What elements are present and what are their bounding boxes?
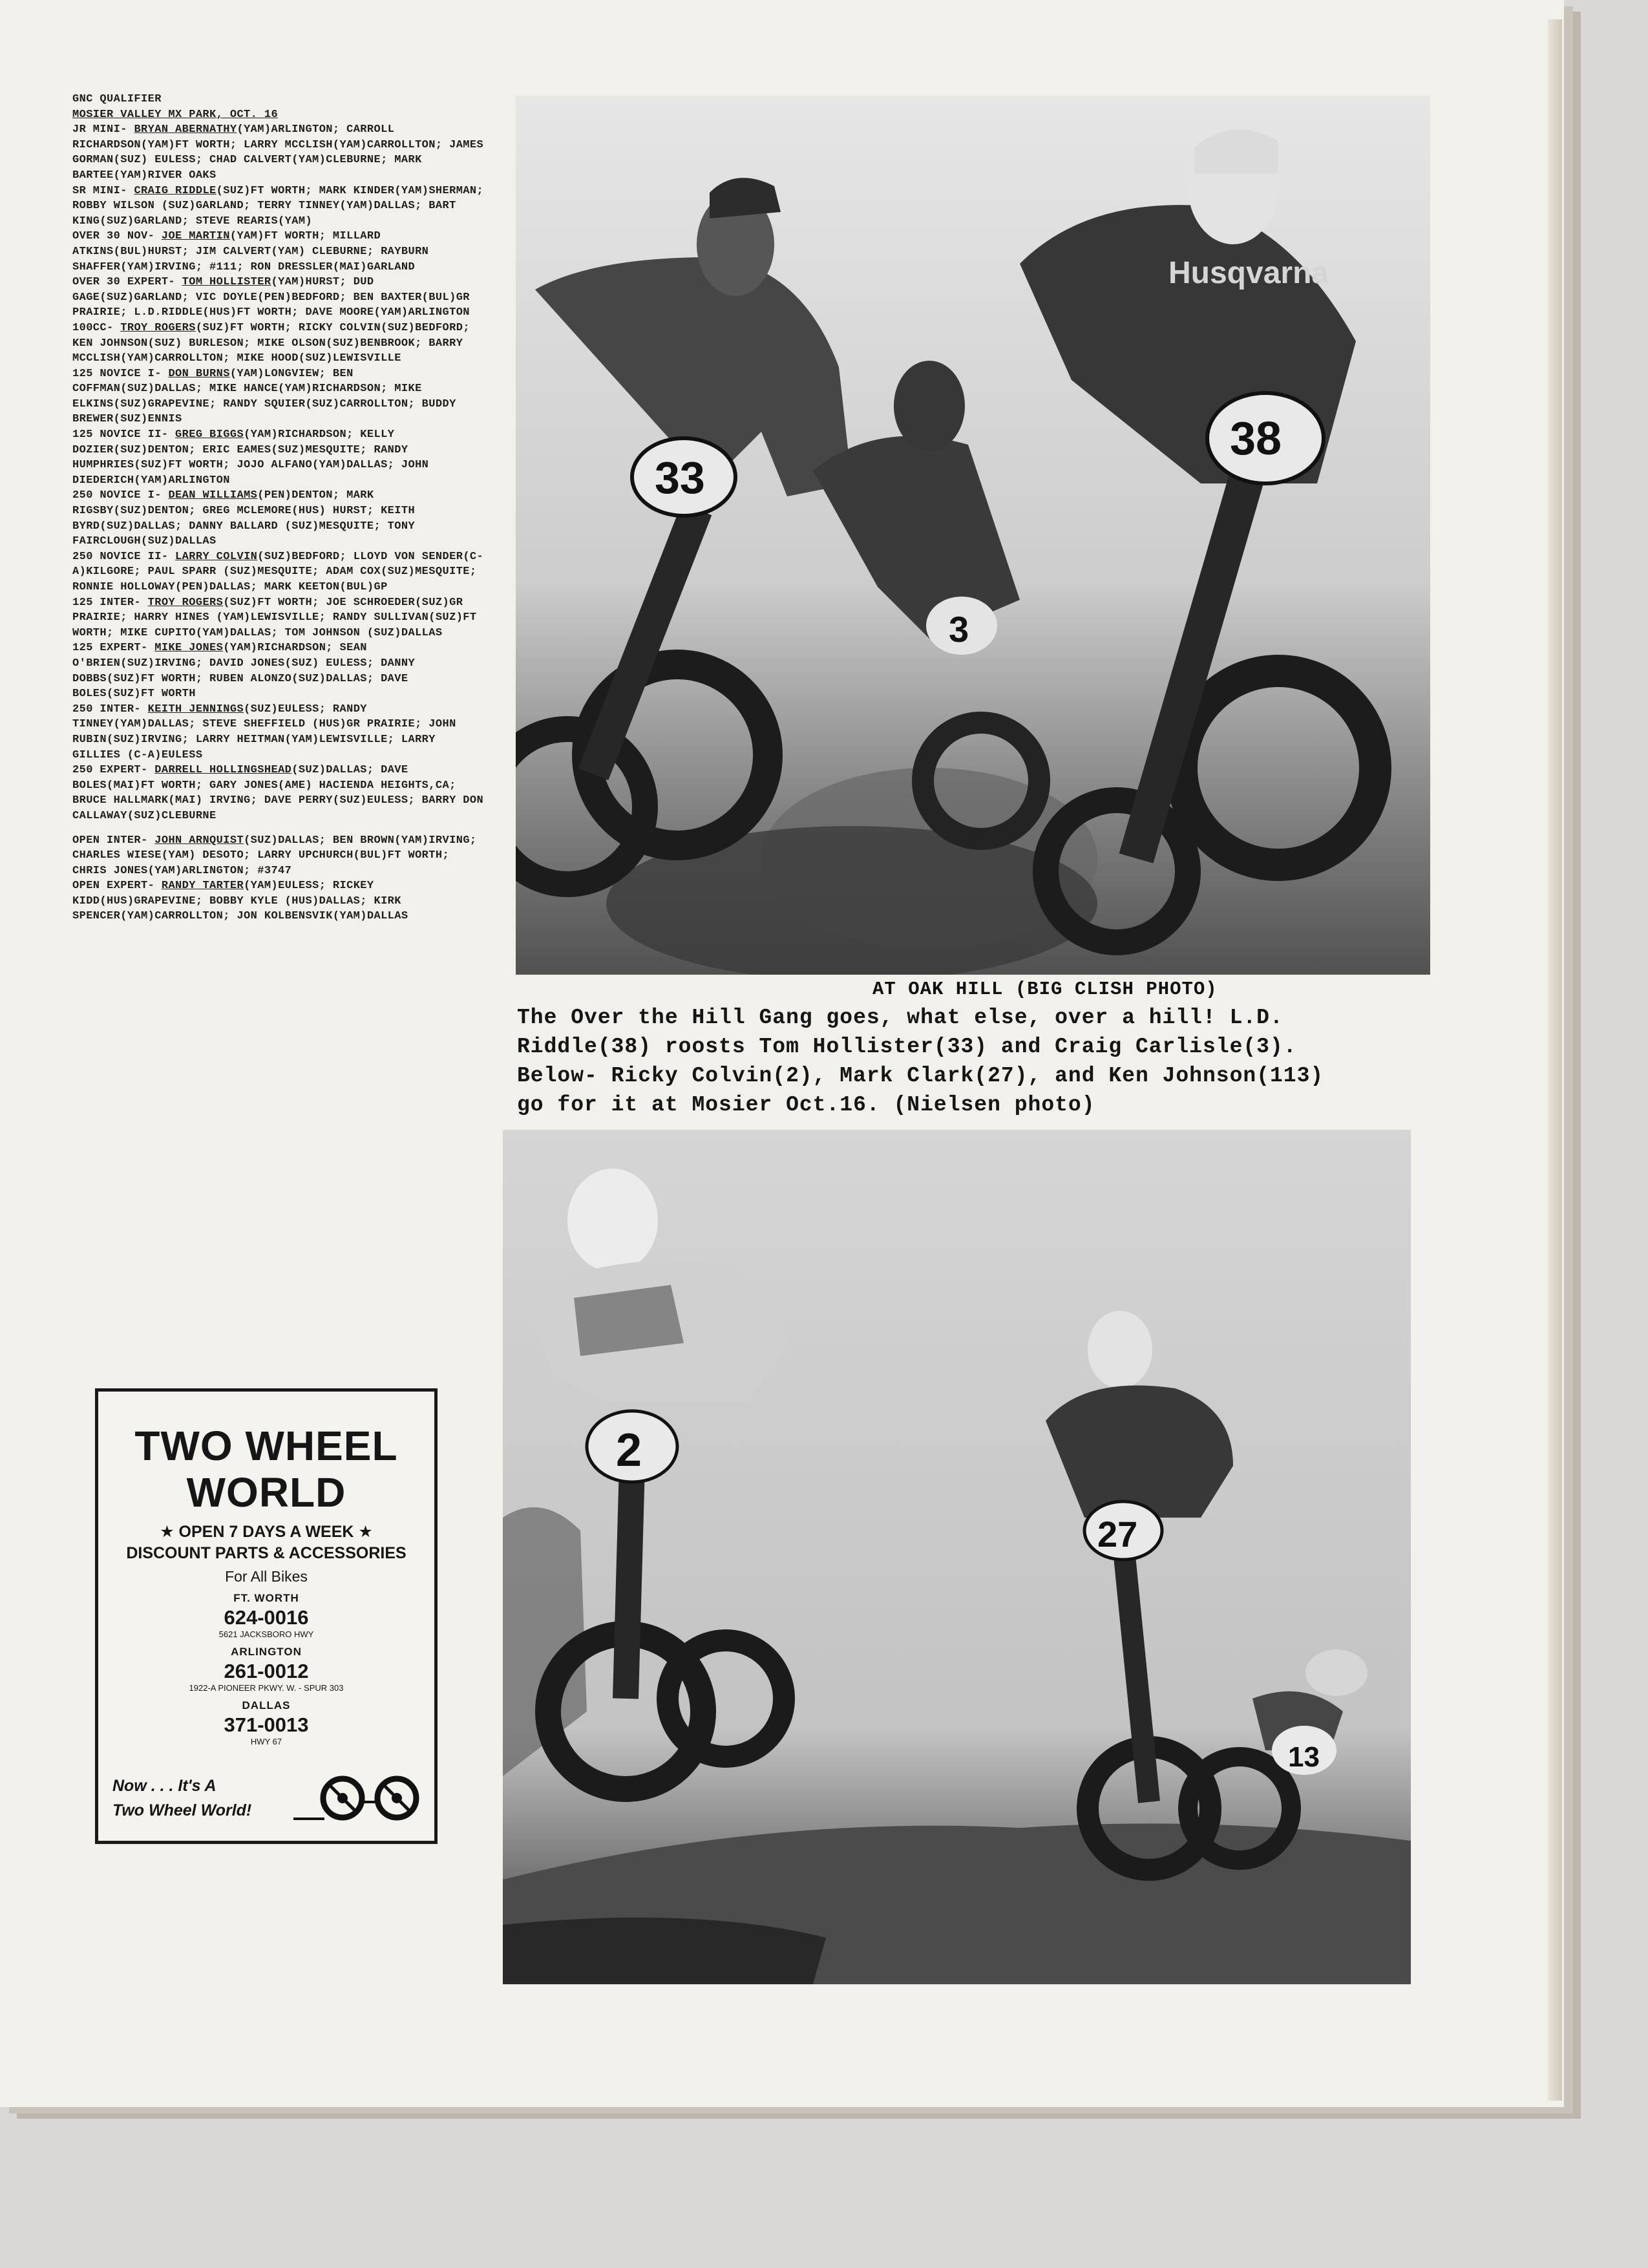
ad-hours: ★ OPEN 7 DAYS A WEEK ★ <box>160 1523 373 1541</box>
class-finishers: (SUZ)FT WORTH; RICKY COLVIN(SUZ)BEDFORD; KEN JOHNSON(SUZ) BURLESON; MIKE OLSON(SUZ)BENBROOK; BARRY MCCLISH(YAM)CARROLLTON; MIKE HOOD(SUZ)LEWISVILLE <box>72 321 470 365</box>
plate-number: 3 <box>949 609 969 650</box>
photo-oak-hill <box>516 96 1430 975</box>
class-winner: TOM HOLLISTER <box>182 276 271 289</box>
jersey-brand: Husqvarna <box>1168 256 1329 290</box>
class-name: 125 NOVICE II- <box>72 429 169 441</box>
results-class-entry <box>72 833 486 879</box>
ad-city: FT. WORTH <box>233 1592 299 1604</box>
rider-2 <box>522 1169 787 1789</box>
class-name: OPEN EXPERT- <box>72 880 155 893</box>
class-finishers: (YAM)ARLINGTON; CARROLL RICHARDSON(YAM)FT WORTH; LARRY MCCLISH(YAM)CARROLLTON; JAMES GORMAN(SUZ) EULESS; CHAD CALVERT(YAM)CLEBURNE; MARK BARTEE(YAM)RIVER OAKS <box>72 123 484 182</box>
ad-phone: 371-0013 <box>224 1713 309 1736</box>
rider-27 <box>1046 1311 1291 1870</box>
class-name: OVER 30 NOV- <box>72 230 155 243</box>
ad-location-dallas <box>98 1699 434 1746</box>
class-finishers: (SUZ)BEDFORD; LLOYD VON SENDER(C-A)KILGORE; PAUL SPARR (SUZ)MESQUITE; ADAM COX(SUZ)MESQUITE; RONNIE HOLLOWAY(PEN)DALLAS; MARK KEETON(BUL)GP <box>72 550 484 593</box>
page-edge <box>1548 19 1562 2101</box>
results-class-entry <box>72 366 486 427</box>
class-name: 250 INTER- <box>72 703 142 715</box>
ad-phone: 261-0012 <box>224 1660 309 1682</box>
class-finishers: (SUZ)DALLAS; DAVE BOLES(MAI)FT WORTH; GARY JONES(AME) HACIENDA HEIGHTS,CA; BRUCE HALLMARK(MAI) IRVING; DAVE PERRY(SUZ)EULESS; BARRY DON CALLAWAY(SUZ)CLEBURNE <box>72 764 484 822</box>
results-class-entry <box>72 122 486 183</box>
results-class-entry <box>72 878 486 924</box>
ad-location-arlington <box>98 1646 434 1693</box>
class-finishers: (YAM)RICHARDSON; SEAN O'BRIEN(SUZ)IRVING; DAVID JONES(SUZ) EULESS; DANNY DOBBS(SUZ)FT WORTH; RUBEN ALONZO(SUZ)DALLAS; DAVE BOLES(SUZ)FT WORTH <box>72 642 416 701</box>
class-finishers: (YAM)FT WORTH; MILLARD ATKINS(BUL)HURST; JIM CALVERT(YAM) CLEBURNE; RAYBURN SHAFFER(YAM)IRVING; #111; RON DRESSLER(MAI)GARLAND <box>72 230 429 273</box>
caption-line: Below- Ricky Colvin(2), Mark Clark(27), and Ken Johnson(113) <box>517 1064 1324 1088</box>
plate-number: 27 <box>1097 1514 1138 1554</box>
ad-address: 5621 JACKSBORO HWY <box>218 1629 314 1639</box>
ad-address: HWY 67 <box>250 1737 282 1746</box>
ad-city: DALLAS <box>242 1699 291 1712</box>
class-finishers: (SUZ)DALLAS; BEN BROWN(YAM)IRVING; CHARLES WIESE(YAM) DESOTO; LARRY UPCHURCH(BUL)FT WORTH; CHRIS JONES(YAM)ARLINGTON; #3747 <box>72 834 477 877</box>
class-winner: MIKE JONES <box>154 642 224 655</box>
class-name: 125 EXPERT- <box>72 642 148 655</box>
two-wheel-world-ad <box>95 1388 438 1844</box>
class-finishers: (YAM)LONGVIEW; BEN COFFMAN(SUZ)DALLAS; MIKE HANCE(YAM)RICHARDSON; MIKE ELKINS(SUZ)GRAPEVINE; RANDY SQUIER(SUZ)CARROLLTON; BUDDY BREWER(SUZ)ENNIS <box>72 367 456 426</box>
ad-tagline <box>112 1774 251 1823</box>
ad-address: 1922-A PIONEER PKWY. W. - SPUR 303 <box>189 1683 344 1693</box>
class-finishers: (PEN)DENTON; MARK RIGSBY(SUZ)DENTON; GREG MCLEMORE(HUS) HURST; KEITH BYRD(SUZ)DALLAS; DANNY BALLARD (SUZ)MESQUITE; TONY FAIRCLOUGH(SUZ)DALLAS <box>72 489 416 548</box>
ad-tagline-line: Two Wheel World! <box>112 1801 252 1819</box>
class-winner: JOHN ARNQUIST <box>154 834 244 847</box>
class-finishers: (YAM)HURST; DUD GAGE(SUZ)GARLAND; VIC DOYLE(PEN)BEDFORD; BEN BAXTER(BUL)GR PRAIRIE; L.D.RIDDLE(HUS)FT WORTH; DAVE MOORE(YAM)ARLINGTON <box>72 276 470 319</box>
class-winner: CRAIG RIDDLE <box>134 184 217 197</box>
ad-title-line: WORLD <box>186 1469 346 1516</box>
race-results <box>72 92 486 924</box>
results-gap <box>72 824 486 833</box>
results-class-entry <box>72 763 486 823</box>
plate-number: 33 <box>655 452 705 503</box>
class-finishers: (SUZ)FT WORTH; MARK KINDER(YAM)SHERMAN; ROBBY WILSON (SUZ)GARLAND; TERRY TINNEY(YAM)DALLAS; BART KING(SUZ)GARLAND; STEVE REARIS(YAM) <box>72 184 484 228</box>
plate-number: 2 <box>616 1425 642 1476</box>
class-winner: KEITH JENNINGS <box>147 703 244 715</box>
results-event: MOSIER VALLEY MX PARK, OCT. 16 <box>72 108 279 121</box>
results-class-entry <box>72 275 486 321</box>
ad-city: ARLINGTON <box>231 1646 302 1658</box>
ad-location-fort-worth <box>98 1592 434 1639</box>
results-class-entry <box>72 488 486 549</box>
class-name: 250 NOVICE I- <box>72 489 162 502</box>
ad-discount: DISCOUNT PARTS & ACCESSORIES <box>126 1544 407 1562</box>
class-name: SR MINI- <box>72 184 127 197</box>
ad-title <box>98 1423 434 1516</box>
results-class-entry <box>72 427 486 488</box>
class-finishers: (SUZ)EULESS; RANDY TINNEY(YAM)DALLAS; STEVE SHEFFIELD (HUS)GR PRAIRIE; JOHN RUBIN(SUZ)IRVING; LARRY HEITMAN(YAM)LEWISVILLE; LARRY GILLIES (C-A)EULESS <box>72 703 456 761</box>
class-finishers: (YAM)EULESS; RICKEY KIDD(HUS)GRAPEVINE; BOBBY KYLE (HUS)DALLAS; KIRK SPENCER(YAM)CARROLLTON; JON KOLBENSVIK(YAM)DALLAS <box>72 880 408 923</box>
results-class-entry <box>72 549 486 595</box>
class-winner: JOE MARTIN <box>161 230 230 243</box>
class-winner: DEAN WILLIAMS <box>168 489 258 502</box>
photo-credit: AT OAK HILL (BIG CLISH PHOTO) <box>872 979 1218 1000</box>
class-winner: RANDY TARTER <box>161 880 244 893</box>
class-winner: TROY ROGERS <box>120 321 196 334</box>
rider-33 <box>516 178 852 884</box>
class-name: 125 INTER- <box>72 596 142 609</box>
ad-for-all-bikes: For All Bikes <box>225 1568 308 1585</box>
ad-tagline-line: Now . . . It's A <box>112 1777 217 1795</box>
ad-phone: 624-0016 <box>224 1606 309 1629</box>
rider-38 <box>1020 128 1375 942</box>
class-name: OPEN INTER- <box>72 834 148 847</box>
caption-line: go for it at Mosier Oct.16. (Nielsen photo) <box>517 1093 1095 1117</box>
class-winner: BRYAN ABERNATHY <box>134 123 237 136</box>
class-finishers: (YAM)RICHARDSON; KELLY DOZIER(SUZ)DENTON; ERIC EAMES(SUZ)MESQUITE; RANDY HUMPHRIES(SUZ)FT WORTH; JOJO ALFANO(YAM)DALLAS; JOHN DIEDERICH(YAM)ARLINGTON <box>72 429 429 487</box>
rider-3 <box>813 361 1039 839</box>
class-name: 250 EXPERT- <box>72 764 148 777</box>
class-name: 100CC- <box>72 321 114 334</box>
class-winner: GREG BIGGS <box>175 429 244 441</box>
caption-line: Riddle(38) roosts Tom Hollister(33) and Craig Carlisle(3). <box>517 1035 1297 1059</box>
results-class-entry <box>72 702 486 763</box>
class-winner: DON BURNS <box>168 367 230 380</box>
photo-caption <box>517 1003 1435 1119</box>
class-name: 125 NOVICE I- <box>72 367 162 380</box>
class-winner: LARRY COLVIN <box>175 550 258 563</box>
photo-mosier <box>503 1130 1411 1984</box>
results-class-entry <box>72 641 486 701</box>
results-class-entry <box>72 321 486 366</box>
results-class-entry <box>72 184 486 229</box>
class-winner: DARRELL HOLLINGSHEAD <box>154 764 292 777</box>
class-finishers: (SUZ)FT WORTH; JOE SCHROEDER(SUZ)GR PRAIRIE; HARRY HINES (YAM)LEWISVILLE; RANDY SULLIVAN(SUZ)FT WORTH; MIKE CUPITO(YAM)DALLAS; TOM JOHNSON (SUZ)DALLAS <box>72 596 477 639</box>
class-name: JR MINI- <box>72 123 127 136</box>
plate-number: 13 <box>1288 1741 1320 1773</box>
class-name: 250 NOVICE II- <box>72 550 169 563</box>
results-class-entry <box>72 229 486 275</box>
riders-jumping-image <box>516 96 1430 975</box>
caption-line: The Over the Hill Gang goes, what else, over a hill! L.D. <box>517 1006 1284 1030</box>
ad-title-line: TWO WHEEL <box>134 1423 398 1469</box>
class-name: OVER 30 EXPERT- <box>72 276 176 289</box>
results-list <box>72 122 486 924</box>
motorcycle-wheels-icon <box>291 1772 420 1824</box>
class-winner: TROY ROGERS <box>147 596 224 609</box>
results-class-entry <box>72 595 486 641</box>
plate-number: 38 <box>1230 413 1282 465</box>
results-heading: GNC QUALIFIER <box>72 93 162 105</box>
riders-airborne-image <box>503 1130 1411 1984</box>
